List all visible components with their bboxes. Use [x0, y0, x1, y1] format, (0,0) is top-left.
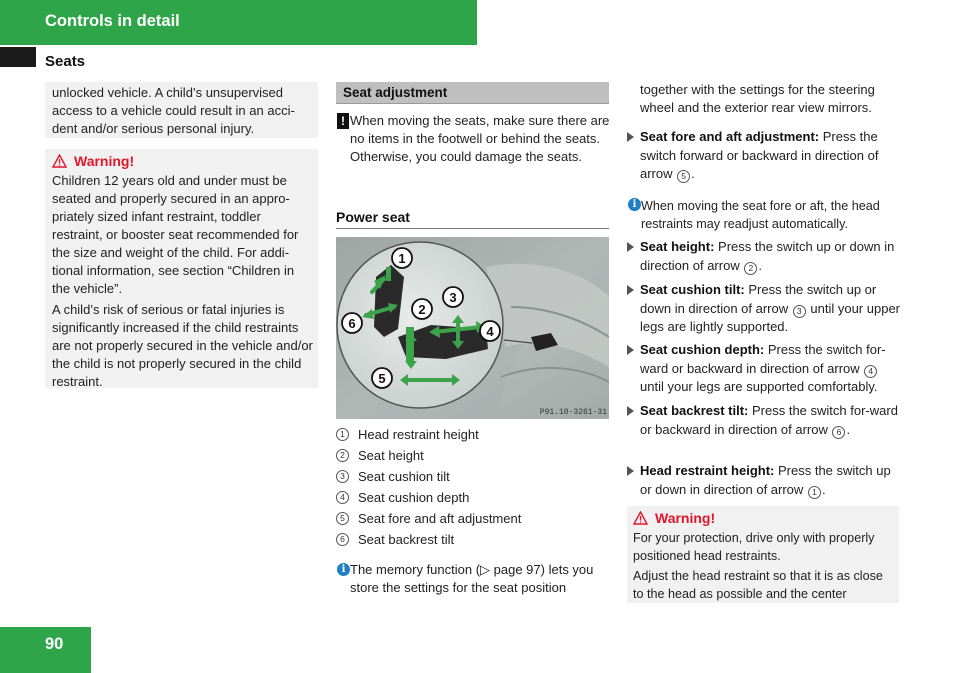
instruction-item [640, 128, 902, 184]
instruction-text-end: . [821, 481, 826, 497]
instruction-text: Press the switch for-ward or backward in direction of arrow [640, 403, 898, 437]
page-number-box [0, 627, 91, 673]
legend-number: 2 [336, 449, 349, 462]
arrow-number: 2 [744, 262, 757, 275]
legend-item [336, 424, 616, 445]
instruction-label: Seat height: [640, 239, 715, 254]
exclamation-note-icon: ! [337, 113, 349, 129]
bullet-arrow-icon [627, 242, 634, 252]
info-icon: i [628, 198, 641, 211]
bullet-arrow-icon [627, 345, 634, 355]
instruction-label: Seat cushion tilt: [640, 282, 745, 297]
warning-header [52, 152, 313, 170]
info-icon: i [337, 563, 350, 576]
arrow-number: 1 [808, 486, 821, 499]
legend-item [336, 529, 616, 550]
warning-triangle-icon [633, 511, 648, 525]
instruction-item [640, 238, 902, 275]
bullet-arrow-icon [627, 285, 634, 295]
chapter-title: Controls in detail [45, 12, 180, 30]
warning-paragraph: Adjust the head restraint so that it is as close to the head as possible and the center [633, 569, 883, 601]
legend-item [336, 466, 616, 487]
legend-item [336, 487, 616, 508]
instruction-text-end: . [758, 257, 762, 273]
instruction-text: Press the switch forward or backward in direction of arrow [640, 129, 879, 181]
instruction-label: Head restraint height: [640, 463, 775, 478]
figure-code: P91.10-3261-31 [539, 408, 607, 417]
instruction-label: Seat cushion depth: [640, 342, 765, 357]
legend-item [336, 445, 616, 466]
svg-text:3: 3 [449, 290, 457, 305]
seat-adjustment-heading [336, 82, 609, 104]
arrow-number: 6 [832, 426, 845, 439]
instruction-text-end: . [846, 421, 851, 437]
head-restraint-warning-box [627, 506, 899, 603]
page-number: 90 [45, 635, 64, 653]
bullet-arrow-icon [627, 406, 634, 416]
instruction-text-end: until your upper legs are lightly supported. [640, 300, 901, 334]
instruction-item [640, 281, 902, 337]
memory-info-text: The memory function (▷ page 97) lets you store the settings for the seat position [350, 562, 594, 595]
warning-paragraph: For your protection, drive only with properly positioned head restraints. [633, 531, 875, 563]
instruction-text: Press the switch up or down in direction of arrow [640, 463, 891, 497]
instruction-text-end: until your legs are supported comfortably. [640, 379, 878, 394]
svg-text:6: 6 [348, 316, 356, 331]
power-seat-figure [336, 237, 609, 419]
bullet-arrow-icon [627, 132, 634, 142]
bullet-arrow-icon [627, 466, 634, 476]
header-bar [0, 0, 477, 45]
legend-number: 1 [336, 428, 349, 441]
instruction-text: Press the switch up or down in direction of arrow [640, 239, 895, 273]
instruction-item [640, 462, 902, 499]
svg-text:4: 4 [486, 324, 494, 339]
section-marker [0, 47, 36, 67]
legend-number: 6 [336, 533, 349, 546]
instruction-text-end: . [691, 166, 695, 181]
warning-title: Warning! [74, 153, 135, 169]
figure-legend [336, 424, 616, 550]
seat-control-illustration [336, 237, 609, 419]
warning-paragraph: Children 12 years old and under must be seated and properly secured in an appro-priately sized infant restraint, toddler restraint, or booster seat recommended for the size and weight of the child. For addi-tional information, see section “Children in the vehicle”. [52, 173, 299, 296]
child-warning-box [45, 149, 318, 388]
legend-label: Seat backrest tilt [358, 532, 455, 547]
svg-text:5: 5 [378, 371, 386, 386]
note-text: When moving the seats, make sure there are no items in the footwell or behind the seats. Otherwise, you could damage the seats. [350, 113, 610, 164]
legend-number: 3 [336, 470, 349, 483]
instruction-label: Seat fore and aft adjustment: [640, 129, 820, 144]
warning-triangle-icon [52, 154, 67, 168]
instruction-label: Seat backrest tilt: [640, 403, 749, 418]
intro-text: unlocked vehicle. A child’s unsupervised access to a vehicle could result in an acci-dent and/or serious personal injury. [52, 85, 295, 136]
instruction-text: Press the switch for-ward or backward in direction of arrow [640, 342, 886, 376]
legend-label: Head restraint height [358, 427, 479, 442]
section-title: Seats [45, 53, 86, 70]
head-restraint-info-text: When moving the seat fore or aft, the head restraints may readjust automatically. [641, 199, 880, 231]
legend-label: Seat height [358, 448, 424, 463]
legend-item [336, 508, 616, 529]
instruction-item [640, 402, 902, 439]
svg-text:1: 1 [398, 251, 406, 266]
instruction-item [640, 341, 902, 397]
warning-paragraph: A child’s risk of serious or fatal injuries is significantly increased if the child restraints are not properly secured in the vehicle and/or the child is not properly secured in the child restraint. [52, 302, 313, 389]
legend-label: Seat cushion tilt [358, 469, 450, 484]
heading-text: Seat adjustment [343, 85, 448, 100]
instruction-text: Press the switch up or down in direction of arrow [640, 282, 877, 316]
legend-label: Seat cushion depth [358, 490, 470, 505]
subheading-rule [336, 228, 609, 229]
arrow-number: 5 [677, 170, 690, 183]
legend-number: 4 [336, 491, 349, 504]
legend-label: Seat fore and aft adjustment [358, 511, 522, 526]
legend-number: 5 [336, 512, 349, 525]
arrow-number: 4 [864, 365, 877, 378]
power-seat-subheading: Power seat [336, 209, 410, 225]
warning-title: Warning! [655, 510, 716, 526]
svg-text:2: 2 [418, 302, 426, 317]
warning-header [633, 509, 895, 527]
intro-box [45, 82, 318, 138]
continuation-text: together with the settings for the steering wheel and the exterior rear view mirrors. [640, 82, 875, 115]
arrow-number: 3 [793, 305, 806, 318]
